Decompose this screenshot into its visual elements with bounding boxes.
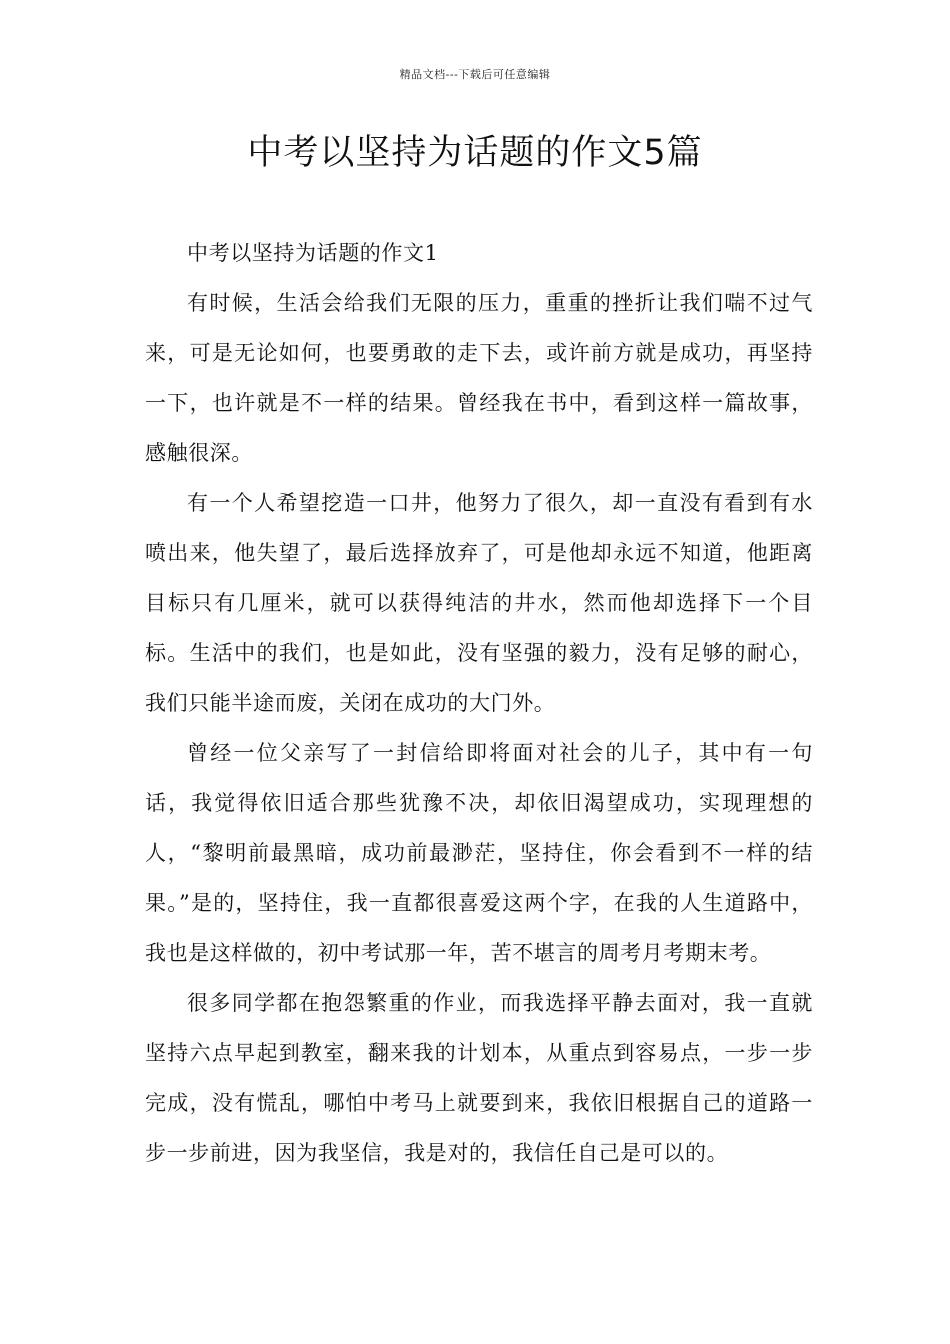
section-heading: 中考以坚持为话题的作文1 xyxy=(187,241,439,265)
document-body xyxy=(145,228,813,1178)
paragraph: 很多同学都在抱怨繁重的作业，而我选择平静去面对，我一直就坚持六点早起到教室，翻来我的计划本，从重点到容易点，一步一步完成，没有慌乱，哪怕中考马上就要到来，我依旧根据自己的道路一步一步前进，因为我坚信，我是对的，我信任自己是可以的。 xyxy=(145,991,813,1165)
header-note: 精品文档---下载后可任意编辑 xyxy=(399,68,551,81)
paragraph: 有一个人希望挖造一口井，他努力了很久，却一直没有看到有水喷出来，他失望了，最后选择放弃了，可是他却永远不知道，他距离目标只有几厘米，就可以获得纯洁的井水，然而他却选择下一个目标。生活中的我们，也是如此，没有坚强的毅力，没有足够的耐心，我们只能半途而废，关闭在成功的大门外。 xyxy=(145,491,813,715)
document-title: 中考以坚持为话题的作文5篇 xyxy=(247,133,703,173)
paragraph: 有时候，生活会给我们无限的压力，重重的挫折让我们喘不过气来，可是无论如何，也要勇敢的走下去，或许前方就是成功，再坚持一下，也许就是不一样的结果。曾经我在书中，看到这样一篇故事，感触很深。 xyxy=(145,291,813,465)
paragraph: 曾经一位父亲写了一封信给即将面对社会的儿子，其中有一句话，我觉得依旧适合那些犹豫不决，却依旧渴望成功，实现理想的人，“黎明前最黑暗，成功前最渺茫，坚持住，你会看到不一样的结果。”是的，坚持住，我一直都很喜爱这两个字，在我的人生道路中，我也是这样做的，初中考试那一年，苦不堪言的周考月考期末考。 xyxy=(145,741,813,965)
